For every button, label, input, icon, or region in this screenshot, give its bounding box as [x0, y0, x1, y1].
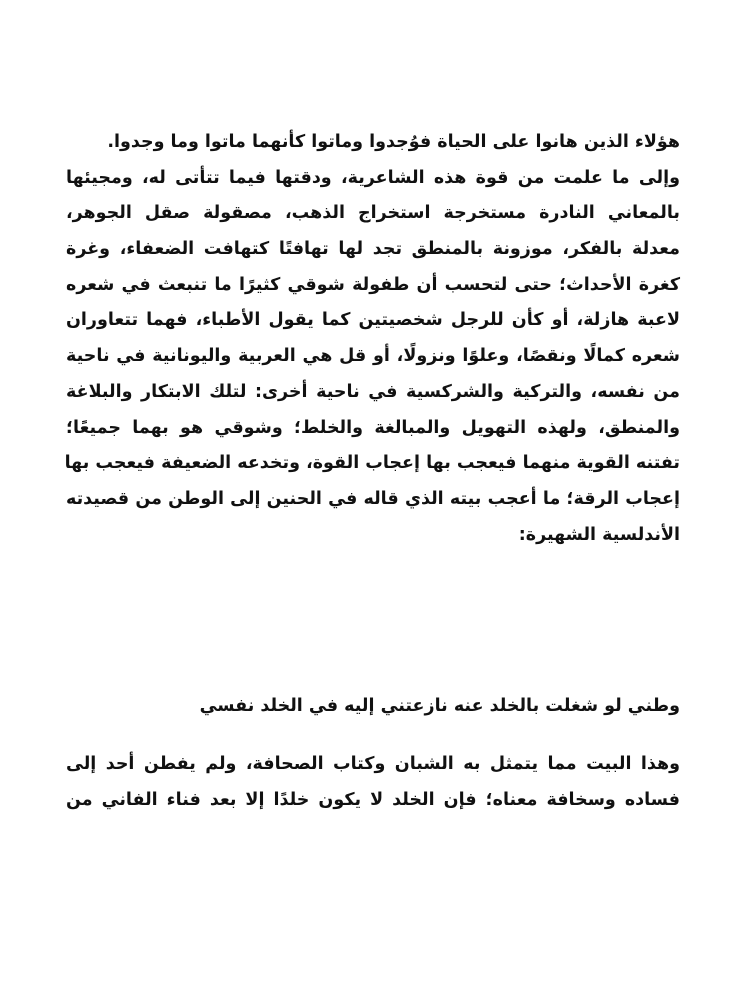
text-line: إعجاب الرقة؛ ما أعجب بيته الذي قاله في الحنين إلى الوطن من قصيدته: [66, 488, 680, 509]
text-line: والمنطق، ولهذه التهويل والمبالغة والخلط؛ وشوقي هو بهما جميعًا؛: [66, 417, 680, 438]
text-line: شعره كمالًا ونقصًا، وعلوًا ونزولًا، أو قل هي العربية واليونانية في ناحية: [66, 346, 680, 367]
text-line: فساده وسخافة معناه؛ فإن الخلد لا يكون خلدًا إلا بعد فناء الفاني من: [66, 789, 680, 810]
text-line: تفتنه القوية منهما فيعجب بها إعجاب القوة، وتخدعه الضعيفة فيعجب بها: [64, 453, 680, 474]
text-line: الأندلسية الشهيرة:: [518, 524, 680, 545]
text-line: وهذا البيت مما يتمثل به الشبان وكتاب الصحافة، ولم يفطن أحد إلى: [66, 754, 680, 774]
paragraph-intro: [66, 125, 680, 553]
text-line: لاعبة هازلة، أو كأن للرجل شخصيتين كما يقول الأطباء، فهما تتعاوران: [66, 310, 680, 331]
verse-line: وطني لو شغلت بالخلد عنه نازعتني إليه في الخلد نفسي: [199, 696, 680, 716]
text-line: معدلة بالفكر، موزونة بالمنطق تجد لها تهافتًا كتهافت الضعفاء، وغرة: [66, 239, 680, 260]
text-line: بالمعاني النادرة مستخرجة استخراج الذهب، مصقولة صقل الجوهر،: [66, 203, 680, 224]
text-line: من نفسه، والتركية والشركسية في ناحية أخرى: لتلك الابتكار والبلاغة: [66, 381, 680, 402]
text-line: كغرة الأحداث؛ حتى لتحسب أن طفولة شوقي كثيرًا ما تنبعث في شعره: [66, 274, 680, 295]
text-line: وإلى ما علمت من قوة هذه الشاعرية، ودقتها فيما تتأتى له، ومجيئها: [66, 167, 680, 188]
poem-verse: [66, 689, 680, 725]
paragraph-commentary: [66, 747, 680, 818]
text-line: هؤلاء الذين هانوا على الحياة فوُجدوا وماتوا كأنهما ماتوا وما وجدوا.: [107, 132, 680, 152]
